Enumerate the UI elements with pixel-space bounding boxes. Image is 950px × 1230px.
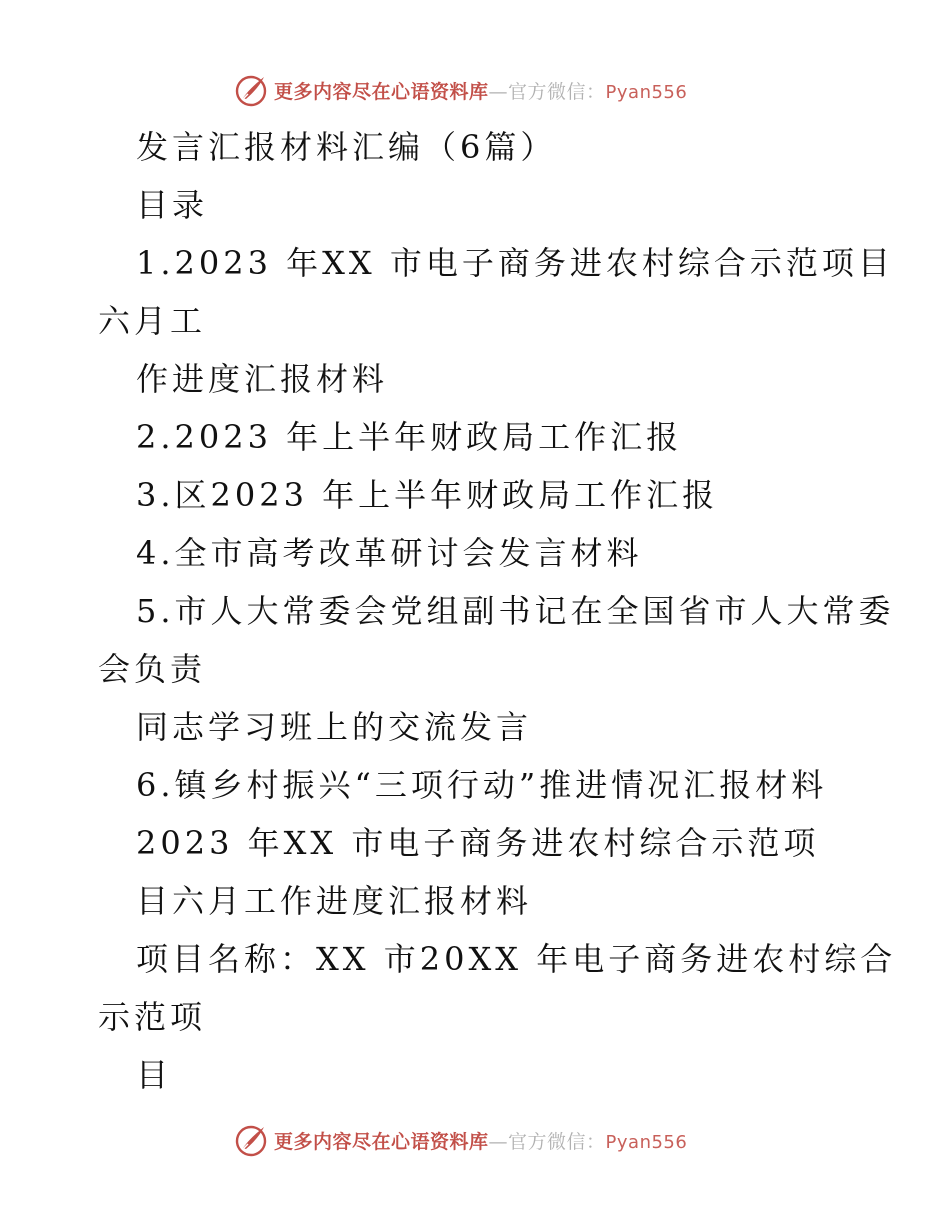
toc-item-6: 6.镇乡村振兴“三项行动”推进情况汇报材料 — [136, 766, 828, 804]
watermark-account-prefix: —官方微信： — [488, 1130, 606, 1153]
project-name-cont: 示范项 — [98, 998, 207, 1036]
toc-item-1: 1.2023 年XX 市电子商务进农村综合示范项目 — [136, 244, 894, 282]
section-title-cont: 目六月工作进度汇报材料 — [136, 882, 533, 920]
toc-item-4: 4.全市高考改革研讨会发言材料 — [136, 534, 643, 572]
quill-logo-icon — [234, 73, 268, 107]
watermark-brand: 更多内容尽在心语资料库 — [274, 80, 489, 103]
project-name-cont2: 目 — [136, 1056, 173, 1094]
watermark-account-id: Pyan556 — [605, 1131, 688, 1153]
toc-item-1-cont2: 作进度汇报材料 — [136, 360, 389, 398]
toc-item-5: 5.市人大常委会党组副书记在全国省市人大常委 — [136, 592, 895, 630]
toc-item-5-cont: 会负责 — [98, 650, 207, 688]
project-name-line: 项目名称：XX 市20XX 年电子商务进农村综合 — [136, 940, 897, 978]
watermark-footer — [234, 1122, 687, 1158]
watermark-brand: 更多内容尽在心语资料库 — [274, 1130, 489, 1153]
quill-logo-icon — [234, 1123, 268, 1157]
section-title: 2023 年XX 市电子商务进农村综合示范项 — [136, 824, 820, 862]
document-title: 发言汇报材料汇编（6篇） — [136, 128, 557, 166]
watermark-header — [234, 72, 687, 108]
watermark-account-id: Pyan556 — [605, 81, 688, 103]
toc-heading: 目录 — [136, 186, 209, 224]
toc-item-1-cont: 六月工 — [98, 302, 207, 340]
watermark-account-prefix: —官方微信： — [488, 80, 606, 103]
toc-item-2: 2.2023 年上半年财政局工作汇报 — [136, 418, 683, 456]
toc-item-5-cont2: 同志学习班上的交流发言 — [136, 708, 533, 746]
toc-item-3: 3.区2023 年上半年财政局工作汇报 — [136, 476, 719, 514]
